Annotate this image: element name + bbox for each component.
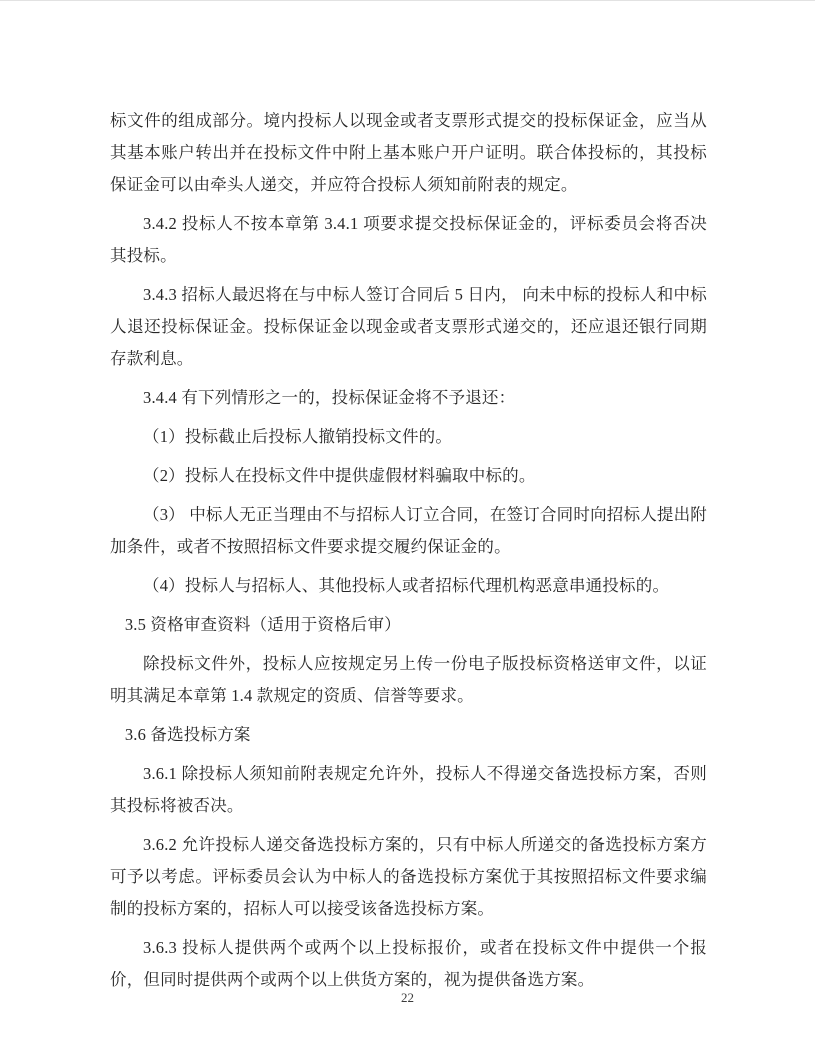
list-item-3: （3） 中标人无正当理由不与招标人订立合同，在签订合同时向招标人提出附加条件，或者不按照招标文件要求提交履约保证金的。 <box>110 505 707 556</box>
clause-3-4-3: 3.4.3 招标人最迟将在与中标人签订合同后 5 日内， 向未中标的投标人和中标人退还投标保证金。投标保证金以现金或者支票形式递交的，还应退还银行同期存款利息。 <box>110 285 707 368</box>
clause-3-4-4: 3.4.4 有下列情形之一的，投标保证金将不予退还： <box>143 388 516 407</box>
list-item-1: （1）投标截止后投标人撤销投标文件的。 <box>143 427 453 446</box>
clause-3-6-3: 3.6.3 投标人提供两个或两个以上投标报价，或者在投标文件中提供一个报价，但同时提供两个或两个以上供货方案的，视为提供备选方案。 <box>110 938 707 989</box>
list-item-4: （4）投标人与招标人、其他投标人或者招标代理机构恶意串通投标的。 <box>143 576 670 595</box>
clause-3-4-2: 3.4.2 投标人不按本章第 3.4.1 项要求提交投标保证金的，评标委员会将否决其投标。 <box>110 214 707 265</box>
clause-3-6-2: 3.6.2 允许投标人递交备选投标方案的，只有中标人所递交的备选投标方案方可予以考虑。评标委员会认为中标人的备选投标方案优于其按照招标文件要求编制的投标方案的，招标人可以接受该备选投标方案。 <box>110 835 707 918</box>
page-footer <box>0 989 815 1007</box>
paragraph-continuation: 标文件的组成部分。境内投标人以现金或者支票形式提交的投标保证金，应当从其基本账户转出并在投标文件中附上基本账户开户证明。联合体投标的，其投标保证金可以由牵头人递交，并应符合投标人须知前附表的规定。 <box>110 111 707 194</box>
clause-3-6-1: 3.6.1 除投标人须知前附表规定允许外，投标人不得递交备选投标方案，否则其投标将被否决。 <box>110 764 707 815</box>
page-number: 22 <box>401 990 414 1005</box>
document-body <box>110 105 707 1003</box>
heading-3-5: 3.5 资格审查资料（适用于资格后审） <box>124 615 401 634</box>
paragraph-3-5: 除投标文件外，投标人应按规定另上传一份电子版投标资格送审文件，以证明其满足本章第 1.4 款规定的资质、信誉等要求。 <box>110 654 707 705</box>
heading-3-6: 3.6 备选投标方案 <box>124 725 251 744</box>
list-item-2: （2）投标人在投标文件中提供虚假材料骗取中标的。 <box>143 466 536 485</box>
